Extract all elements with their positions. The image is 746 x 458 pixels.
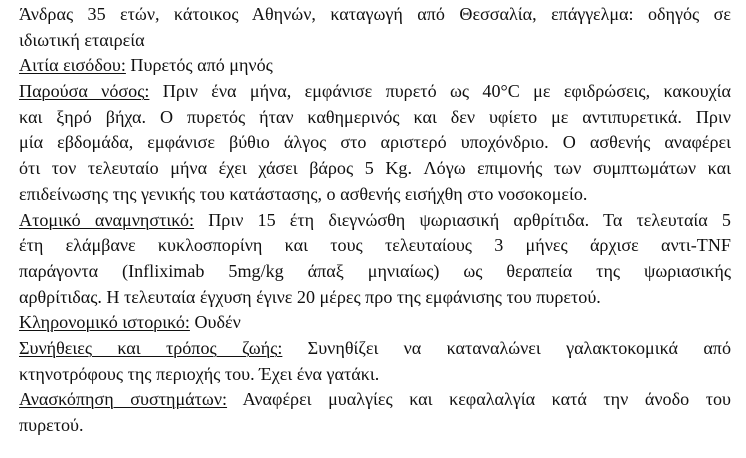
systems-review-label: Ανασκόπηση συστημάτων: [19, 389, 228, 410]
document-body [19, 2, 731, 439]
admission-label: Αιτία εισόδου: [19, 55, 126, 76]
habits-line-1 [19, 336, 731, 362]
personal-history-line-2: έτη ελάμβανε κυκλοσπορίνη και τους τελευταίους 3 μήνες άρχισε αντι-TNF [19, 235, 731, 256]
family-history [19, 310, 731, 336]
intro-line-2: ιδιωτική εταιρεία [19, 29, 145, 50]
present-illness-line-4: ότι τον τελευταίο μήνα έχει χάσει βάρος 5 Kg. Λόγω επιμονής των συμπτωμάτων και [19, 158, 731, 179]
present-illness-line-3: μία εβδομάδα, εμφάνισε βύθιο άλγος στο αριστερό υποχόνδριο. Ο ασθενής αναφέρει [19, 132, 731, 153]
present-illness-line-2: και ξηρό βήχα. Ο πυρετός ήταν καθημερινός και δεν υφίετο με αντιπυρετικά. Πριν [19, 106, 731, 127]
admission-text: Πυρετός από μηνός [125, 55, 273, 76]
personal-history-label: Ατομικό αναμνηστικό: [19, 209, 195, 230]
habits-line-2: κτηνοτρόφους της περιοχής του. Έχει ένα γατάκι. [19, 363, 380, 384]
habits-label: Συνήθειες και τρόπος ζωής: [19, 337, 283, 358]
systems-review-line-2: πυρετού. [19, 415, 84, 435]
systems-review-line-1 [19, 387, 731, 413]
family-history-text: Ουδέν [189, 312, 241, 333]
personal-history-line-4: αρθρίτιδας. Η τελευταία έγχυση έγινε 20 μέρες προ της εμφάνισης του πυρετού. [19, 286, 601, 307]
admission-reason [19, 53, 731, 79]
systems-review-text-1: Αναφέρει μυαλγίες και κεφαλαλγία κατά την άνοδο του [227, 389, 731, 410]
intro-line-1: Άνδρας 35 ετών, κάτοικος Αθηνών, καταγωγή από Θεσσαλία, επάγγελμα: οδηγός σε [19, 4, 731, 24]
personal-history-text-1: Πριν 15 έτη διεγνώσθη ψωριασική αρθρίτιδα. Τα τελευταία 5 [194, 209, 731, 230]
present-illness-label: Παρούσα νόσος: [19, 81, 150, 102]
personal-history-line-3: παράγοντα (Infliximab 5mg/kg άπαξ μηνιαίως) ως θεραπεία της ψωριασικής [19, 260, 731, 281]
personal-history-line-1 [19, 208, 731, 234]
present-illness-line-5: επιδείνωσης της γενικής του κατάστασης, ο ασθενής εισήχθη στο νοσοκομείο. [19, 183, 588, 204]
present-illness-text-1: Πριν ένα μήνα, εμφάνισε πυρετό ως 40°C με εφιδρώσεις, κακουχία [149, 81, 731, 102]
present-illness-line-1 [19, 79, 731, 105]
family-history-label: Κληρονομικό ιστορικό: [19, 312, 190, 333]
habits-text-1: Συνηθίζει να καταναλώνει γαλακτοκομικά από [282, 337, 731, 358]
